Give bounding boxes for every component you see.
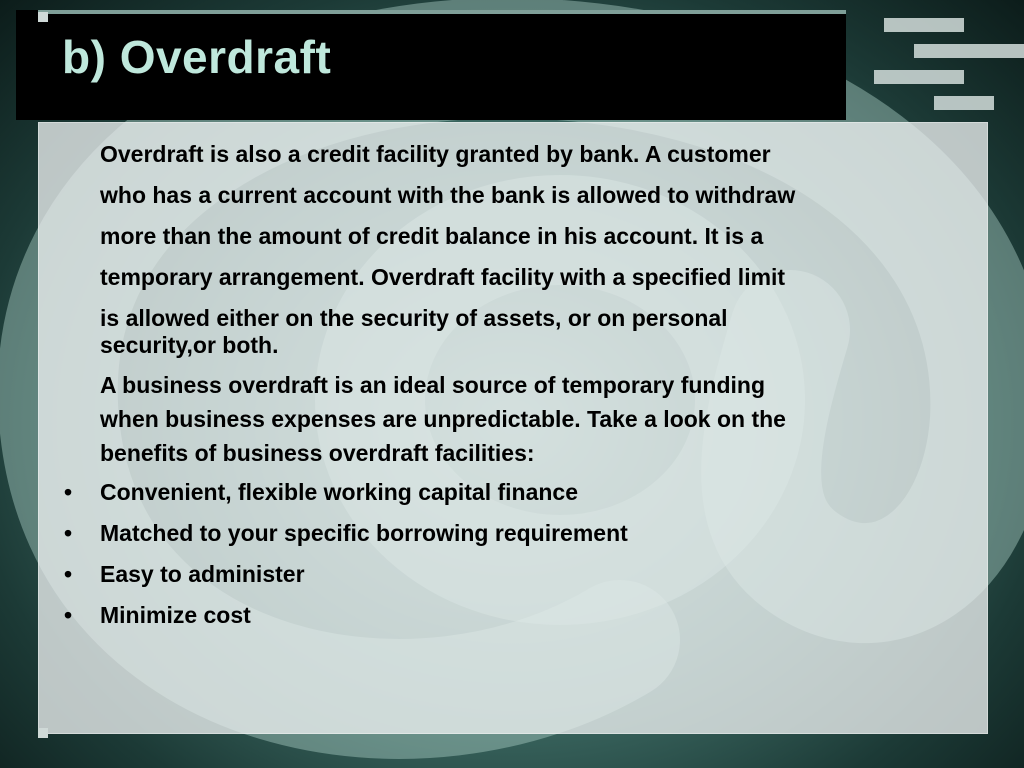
text-line: A business overdraft is an ideal source of temporary funding: [100, 372, 766, 398]
text-line: Overdraft is also a credit facility granted by bank. A customer: [100, 141, 771, 167]
title-accent-line: [38, 10, 846, 14]
list-item: [63, 513, 970, 554]
deco-bar: [934, 96, 994, 110]
deco-bar: [884, 18, 964, 32]
decorative-bars: [824, 0, 1024, 130]
corner-square: [38, 12, 48, 22]
paragraph-overdraft-definition: [100, 134, 970, 360]
text-line: who has a current account with the bank is allowed to withdraw: [100, 182, 796, 208]
deco-bar: [874, 70, 964, 84]
list-item: [63, 554, 970, 595]
list-item-label: Minimize cost: [100, 602, 251, 628]
bullet-icon: •: [63, 520, 73, 546]
paragraph-business-overdraft: [100, 368, 970, 470]
list-item: [63, 595, 970, 636]
benefits-list: [63, 472, 970, 636]
slide-body: [63, 134, 970, 636]
corner-square: [38, 728, 48, 738]
slide-title: b) Overdraft: [62, 31, 332, 83]
text-line: temporary arrangement. Overdraft facility with a specified limit: [100, 264, 786, 290]
list-item-label: Easy to administer: [100, 561, 305, 587]
text-line: benefits of business overdraft facilities:: [100, 440, 535, 466]
text-line: when business expenses are unpredictable. Take a look on the: [100, 406, 786, 432]
bullet-icon: •: [63, 602, 73, 628]
list-item-label: Matched to your specific borrowing requirement: [100, 520, 628, 546]
text-line: security,or both.: [100, 332, 279, 358]
text-line: more than the amount of credit balance in his account. It is a: [100, 223, 764, 249]
bullet-icon: •: [63, 561, 73, 587]
list-item: [63, 472, 970, 513]
text-line: is allowed either on the security of assets, or on personal: [100, 305, 728, 331]
bullet-icon: •: [63, 479, 73, 505]
deco-bar: [914, 44, 1024, 58]
list-item-label: Convenient, flexible working capital finance: [100, 479, 578, 505]
